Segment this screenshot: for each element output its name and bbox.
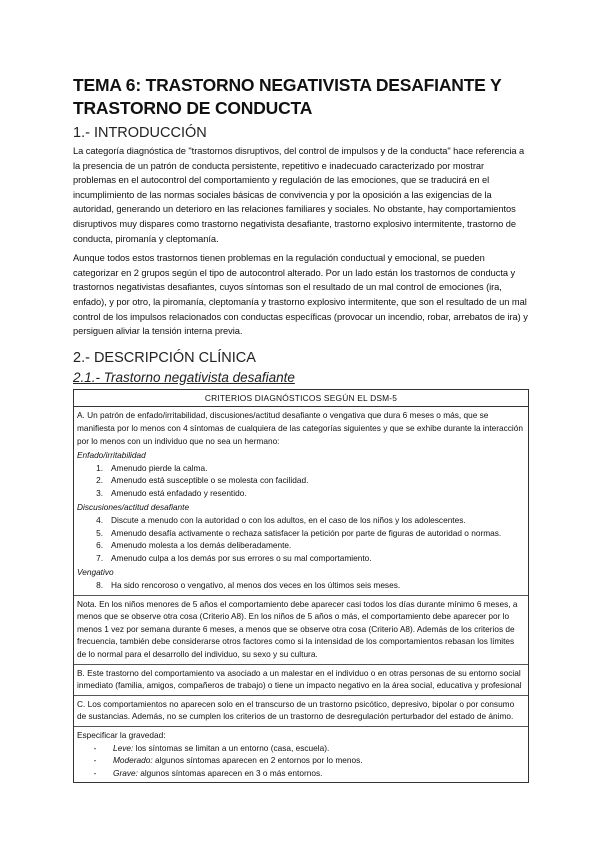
intro-paragraph-2: Aunque todos estos trastornos tienen problemas en la regulación conductual y emocional, se pueden categorizar en 2 grupos según el tipo de autocontrol alterado. Por un lado están los trastornos de conducta y trastornos negativistas desafiantes, cuyos síntomas son el resultado de un mal control de emociones (ira, enfado), y por otro, la piromanía, cleptomanía y trastorno explosivo intermitente, que son el resultado de un mal control de los impulsos relacionados con conductas específicas (provocar un incendio, robar, arrebatos de ira) y persiguen aliviar la tensión interna previa. [73,253,528,337]
severity-label: Especificar la gravedad: [77,729,166,740]
group-list [77,462,525,500]
intro-heading: 1.- INTRODUCCIÓN [73,125,207,141]
document-page [73,74,529,783]
group-title: Enfado/irritabilidad [77,450,146,461]
document-title: TEMA 6: TRASTORNO NEGATIVISTA DESAFIANTE Y TRASTORNO DE CONDUCTA [73,75,502,118]
group-title: Discusiones/actitud desafiante [77,502,190,513]
list-item: - Moderado: algunos síntomas aparecen en 2 entornos por lo menos. [93,755,363,766]
criteria-title: CRITERIOS DIAGNÓSTICOS SEGÚN EL DSM-5 [74,390,528,408]
criterion-c: C. Los comportamientos no aparecen solo en el transcurso de un trastorno psicótico, depresivo, bipolar o por consumo de sustancias. Además, no se cumplen los criterios de un trastorno de desregulación perturbador del estado de ánimo. [74,696,528,727]
group-list [77,579,525,592]
group-list [77,514,525,564]
severity-list [77,742,525,780]
list-item: 2. Amenudo está susceptible o se molesta con facilidad. [96,475,309,486]
list-item: 1. Amenudo pierde la calma. [96,462,208,473]
list-item: - Grave: algunos síntomas aparecen en 3 o más entornos. [93,767,323,778]
criterion-a-text: A. Un patrón de enfado/irritabilidad, discusiones/actitud desafiante o vengativa que dura 6 meses o más, que se manifiesta por lo menos con 4 síntomas de cualquiera de las categorías siguientes y que se exhibe durante la interacción por lo menos con un individuo que no sea un hermano: [77,410,523,446]
clinical-subheading: 2.1.- Trastorno negativista desafiante [73,369,295,385]
list-item: 7. Amenudo culpa a los demás por sus errores o su mal comportamiento. [96,552,372,563]
list-item: 5. Amenudo desafía activamente o rechaza satisfacer la petición por parte de figuras de autoridad o normas. [96,527,502,538]
criterion-note: Nota. En los niños menores de 5 años el comportamiento debe aparecer casi todos los días durante mínimo 6 meses, a menos que se observe otra cosa (Criterio A8). En los niños de 5 años o más, el comportamiento debe aparecer por lo menos 1 vez por semana durante 6 meses, a menos que se observe otra cosa (Criterio A8). Además de los criterios de frecuencia, también debe considerarse otros factores como si la intensidad de los comportamientos rebasan los límites de lo normal para el desarrollo del individuo, su sexo y su cultura. [74,596,528,665]
list-item: 3. Amenudo está enfadado y resentido. [96,487,247,498]
list-item: 6. Amenudo molesta a los demás deliberadamente. [96,540,292,551]
criterion-b: B. Este trastorno del comportamiento va asociado a un malestar en el individuo o en otras personas de su entorno social inmediato (familia, amigos, compañeros de trabajo) o tiene un impacto negativo en la área social, educativa y profesional [74,665,528,696]
intro-paragraph-1: La categoría diagnóstica de "trastornos disruptivos, del control de impulsos y de la conducta" hace referencia a la presencia de un patrón de conducta persistente, repetitivo e inadecuado caracterizado por mostrar problemas en el autocontrol del comportamiento y regulación de las emociones, que se traducirá en el incumplimiento de las normas sociales básicas de convivencia y por la oposición a las exigencias de la autoridad, generando un deterioro en las relaciones familiares y sociales. No obstante, hay comportamientos disruptivos muy dispares como trastorno negativista desafiante, trastorno explosivo intermitente, trastorno de conducta, piromanía y cleptomanía. [73,146,525,244]
list-item: 8. Ha sido rencoroso o vengativo, al menos dos veces en los últimos seis meses. [96,580,401,591]
list-item: 4. Discute a menudo con la autoridad o con los adultos, en el caso de los niños y los adolescentes. [96,515,466,526]
list-item: - Leve: los síntomas se limitan a un entorno (casa, escuela). [93,742,330,753]
criteria-table [73,389,529,784]
severity-section [74,727,528,782]
criterion-a [74,407,528,595]
group-title: Vengativo [77,567,114,578]
clinical-heading: 2.- DESCRIPCIÓN CLÍNICA [73,349,256,366]
